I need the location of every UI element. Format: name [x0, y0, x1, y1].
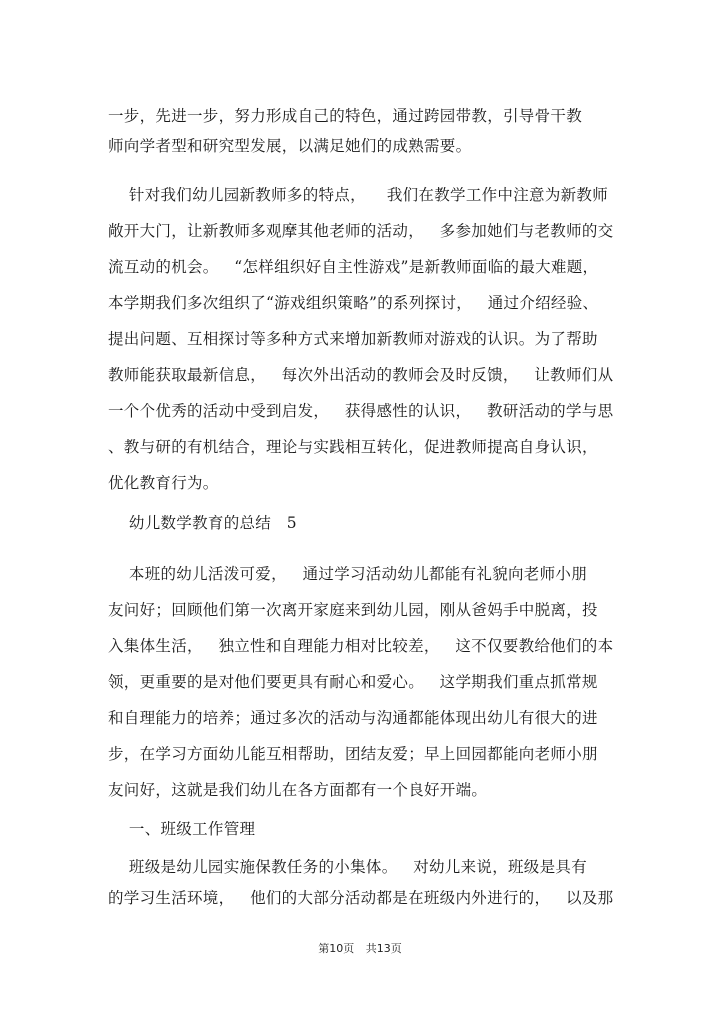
text-line: 入集体生活， 独立性和自理能力相对比较差， 这不仅要教给他们的本 — [108, 637, 614, 655]
section-heading: 幼儿数学教育的总结 5 — [108, 514, 297, 532]
text-line: 优化教育行为。 — [108, 474, 219, 492]
text-line: 教师能获取最新信息， 每次外出活动的教师会及时反馈， 让教师们从 — [108, 366, 614, 384]
text-line: 流互动的机会。 “怎样组织好自主性游戏”是新教师面临的最大难题， — [108, 258, 599, 276]
text-line: 提出问题、互相探讨等多种方式来增加新教师对游戏的认识。为了帮助 — [108, 330, 598, 348]
text-line: 本学期我们多次组织了“游戏组织策略”的系列探讨， 通过介绍经验、 — [108, 294, 599, 312]
section-heading: 一、班级工作管理 — [108, 820, 256, 838]
text-line: 师向学者型和研究型发展，以满足她们的成熟需要。 — [108, 137, 472, 155]
text-line: 敞开大门，让新教师多观摩其他老师的活动， 多参加她们与老教师的交 — [108, 222, 614, 240]
text-line: 针对我们幼儿园新教师多的特点， 我们在教学工作中注意为新教师 — [108, 186, 609, 204]
text-line: 步，在学习方面幼儿能互相帮助，团结友爱；早上回园都能向老师小朋 — [108, 745, 598, 763]
text-line: 友问好；回顾他们第一次离开家庭来到幼儿园，刚从爸妈手中脱离，投 — [108, 601, 598, 619]
text-line: 的学习生活环境， 他们的大部分活动都是在班级内外进行的， 以及那 — [108, 889, 614, 907]
text-line: 和自理能力的培养；通过多次的活动与沟通都能体现出幼儿有很大的进 — [108, 709, 598, 727]
text-line: 本班的幼儿活泼可爱， 通过学习活动幼儿都能有礼貌向老师小朋 — [108, 565, 587, 583]
text-line: 班级是幼儿园实施保教任务的小集体。 对幼儿来说，班级是具有 — [108, 858, 587, 876]
text-line: 一步，先进一步，努力形成自己的特色，通过跨园带教，引导骨干教 — [108, 107, 583, 125]
text-line: 领，更重要的是对他们要更具有耐心和爱心。 这学期我们重点抓常规 — [108, 673, 598, 691]
page-footer — [0, 940, 720, 956]
text-line: 、教与研的有机结合，理论与实践相互转化，促进教师提高自身认识， — [108, 438, 598, 456]
page-number: 第10页 — [318, 942, 355, 955]
text-line: 一个个优秀的活动中受到启发， 获得感性的认识， 教研活动的学与思 — [108, 402, 614, 420]
page-total: 共13页 — [365, 942, 402, 955]
text-line: 友问好，这就是我们幼儿在各方面都有一个良好开端。 — [108, 781, 488, 799]
